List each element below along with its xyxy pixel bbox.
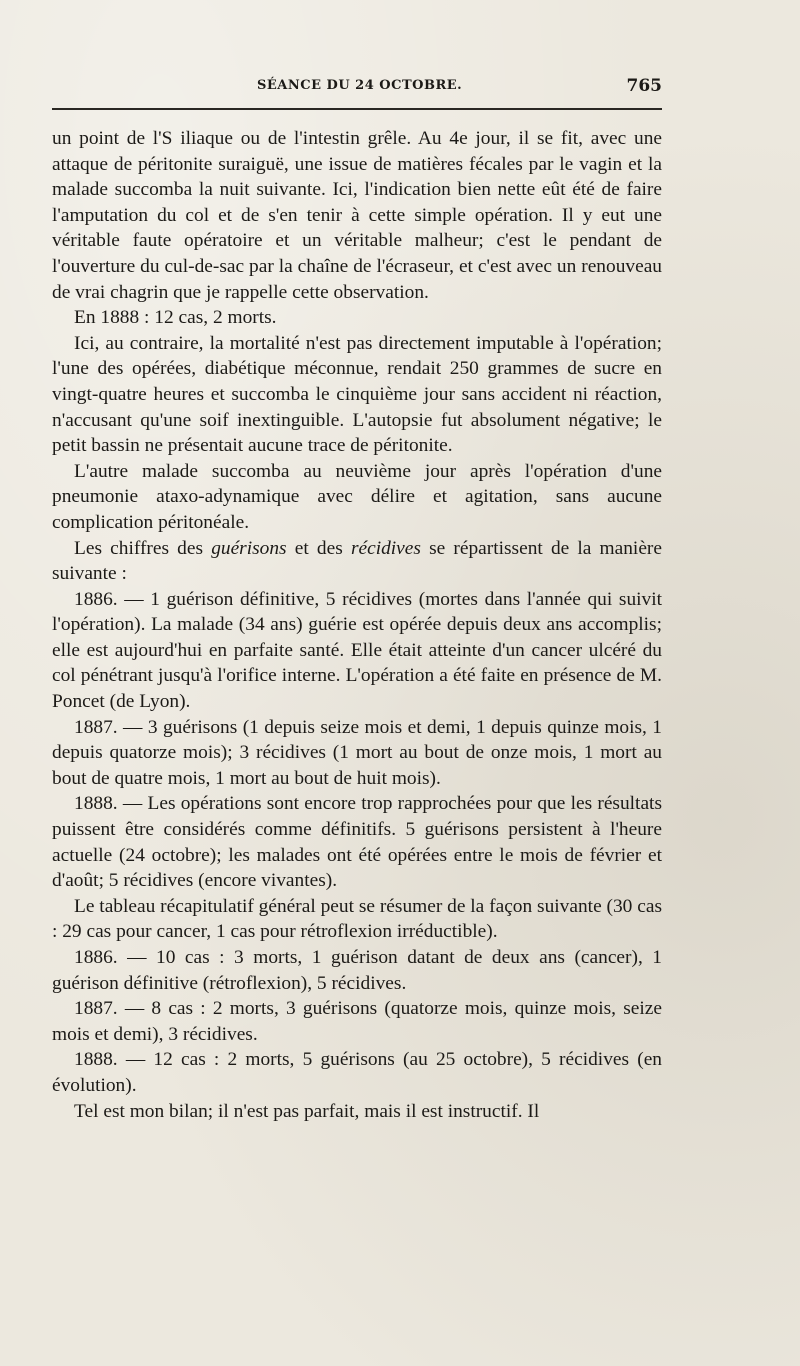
paragraph: Tel est mon bilan; il n'est pas parfait, mais il est instructif. Il	[74, 1100, 540, 1122]
paragraph: un point de l'S iliaque ou de l'intestin grêle. Au 4e jour, il se fit, avec une attaque de péritonite suraiguë, une issue de matières fécales par le vagin et la malade succomba la nuit suivante. Ici, l'indication bien nette eût été de faire l'amputation du col et de s'en tenir à cette simple opération. Il y eut une véritable faute opératoire et un véritable malheur; c'est le pendant de l'ouverture du cul-de-sac par la chaîne de l'écraseur, et c'est avec un renouveau de vrai chagrin que je rappelle cette observation.	[52, 128, 662, 303]
paragraph	[52, 536, 662, 587]
text-run: Les chiffres des	[74, 537, 212, 559]
paragraph: 1888. — 12 cas : 2 morts, 5 guérisons (au 25 octobre), 5 récidives (en évolution).	[52, 1049, 662, 1096]
page-header	[52, 76, 662, 100]
paragraph: Le tableau récapitulatif général peut se résumer de la façon suivante (30 cas : 29 cas pour cancer, 1 cas pour rétroflexion irréductible).	[52, 895, 662, 943]
paragraph: 1886. — 1 guérison définitive, 5 récidives (mortes dans l'année qui suivit l'opération). La malade (34 ans) guérie est opérée depuis deux ans accomplis; elle est aujourd'hui en parfaite santé. Elle était atteinte d'un cancer ulcéré du col pénétrant jusqu'à l'orifice interne. L'opération a été faite en présence de M. Poncet (de Lyon).	[52, 588, 662, 713]
emphasis-recidives: récidives	[350, 537, 421, 559]
paragraph: Ici, au contraire, la mortalité n'est pas directement imputable à l'opération; l'une des opérées, diabétique méconnue, rendait 250 grammes de sucre en vingt-quatre heures et succomba le cinquième jour sans accident ni réaction, n'accusant qu'une soif inextinguible. L'autopsie fut absolument négative; le petit bassin ne présentait aucune trace de péritonite.	[52, 332, 662, 457]
header-rule	[52, 108, 662, 110]
body-text	[52, 126, 662, 1124]
paragraph: 1888. — Les opérations sont encore trop rapprochées pour que les résultats puissent être considérés comme définitifs. 5 guérisons persistent à l'heure actuelle (24 octobre); les malades ont été opérées entre le mois de février et d'août; 5 récidives (encore vivantes).	[52, 793, 662, 892]
paragraph: L'autre malade succomba au neuvième jour après l'opération d'une pneumonie ataxo-adynamique avec délire et agitation, sans aucune complication péritonéale.	[52, 460, 662, 533]
paragraph: En 1888 : 12 cas, 2 morts.	[74, 307, 277, 329]
paragraph: 1887. — 8 cas : 2 morts, 3 guérisons (quatorze mois, quinze mois, seize mois et demi), 3 récidives.	[52, 998, 662, 1045]
paragraph: 1887. — 3 guérisons (1 depuis seize mois et demi, 1 depuis quinze mois, 1 depuis quatorze mois); 3 récidives (1 mort au bout de onze mois, 1 mort au bout de quatre mois, 1 mort au bout de huit mois).	[52, 716, 662, 789]
text-run: se répartissent de la manière suivante :	[52, 537, 662, 585]
emphasis-guerisons: guérisons	[211, 537, 287, 559]
running-head: SÉANCE DU 24 OCTOBRE.	[257, 78, 463, 93]
text-run: et des	[286, 537, 351, 559]
paragraph: 1886. — 10 cas : 3 morts, 1 guérison datant de deux ans (cancer), 1 guérison définitive (rétroflexion), 5 récidives.	[52, 947, 662, 994]
page-number: 765	[626, 76, 662, 96]
